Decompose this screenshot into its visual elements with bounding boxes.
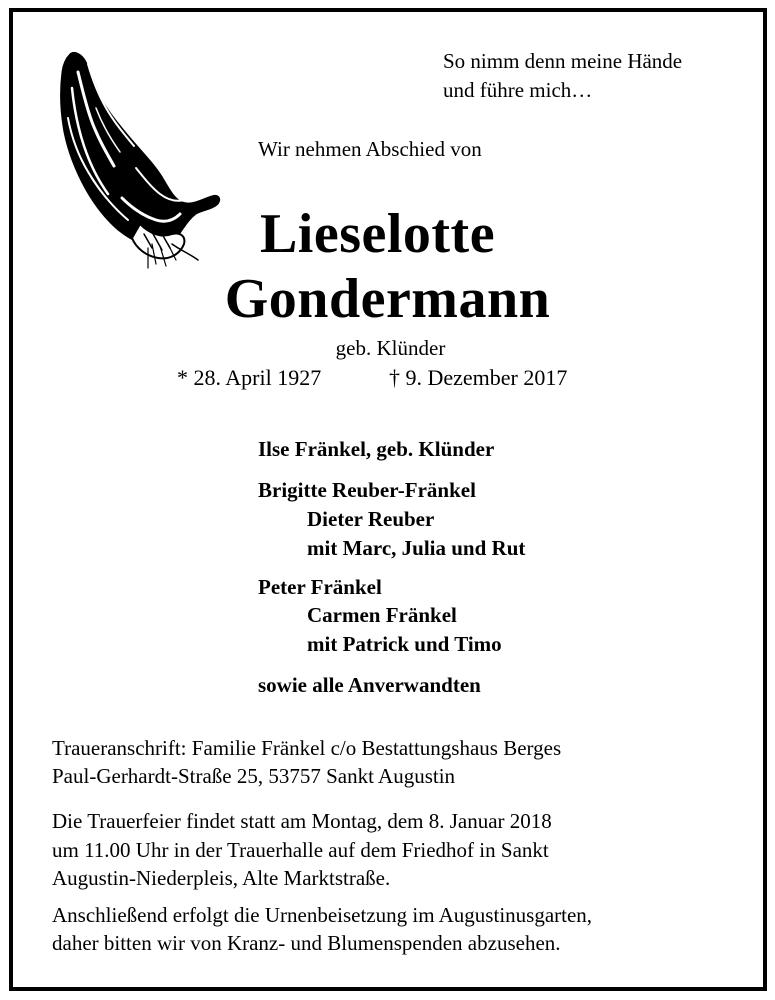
birth-date: * 28. April 1927 <box>177 365 322 390</box>
deceased-last-name: Gondermann <box>224 268 551 330</box>
mourner-ilse: Ilse Fränkel, geb. Klünder <box>258 437 495 461</box>
quote-line-1: So nimm denn meine Hände <box>443 49 683 73</box>
mourner-peter-children: mit Patrick und Timo <box>307 632 502 656</box>
address-line-2: Paul-Gerhardt-Straße 25, 53757 Sankt Augustin <box>52 764 456 788</box>
ceremony-line-3: Augustin-Niederpleis, Alte Marktstraße. <box>52 866 391 890</box>
mourner-peter: Peter Fränkel <box>258 575 382 599</box>
quote <box>443 47 682 105</box>
mourner-brigitte: Brigitte Reuber-Fränkel <box>258 478 476 502</box>
burial-line-2: daher bitten wir von Kranz- und Blumenspenden abzusehen. <box>52 931 561 955</box>
ceremony-line-2: um 11.00 Uhr in der Trauerhalle auf dem Friedhof in Sankt <box>52 838 549 862</box>
address-line-1: Traueranschrift: Familie Fränkel c/o Bestattungshaus Berges <box>52 736 562 760</box>
death-date: † 9. Dezember 2017 <box>389 365 568 390</box>
burial-line-1: Anschließend erfolgt die Urnenbeisetzung im Augustinusgarten, <box>52 903 593 927</box>
mourner-carmen: Carmen Fränkel <box>307 603 457 627</box>
intro-text: Wir nehmen Abschied von <box>258 137 482 161</box>
quote-line-2: und führe mich… <box>443 78 593 102</box>
mourner-brigitte-children: mit Marc, Julia und Rut <box>307 536 526 560</box>
maiden-name: geb. Klünder <box>335 336 446 360</box>
mourner-relatives: sowie alle Anverwandten <box>258 673 481 697</box>
ceremony-line-1: Die Trauerfeier findet statt am Montag, dem 8. Januar 2018 <box>52 809 552 833</box>
mourner-dieter: Dieter Reuber <box>307 507 435 531</box>
deceased-first-name: Lieselotte <box>259 203 496 265</box>
